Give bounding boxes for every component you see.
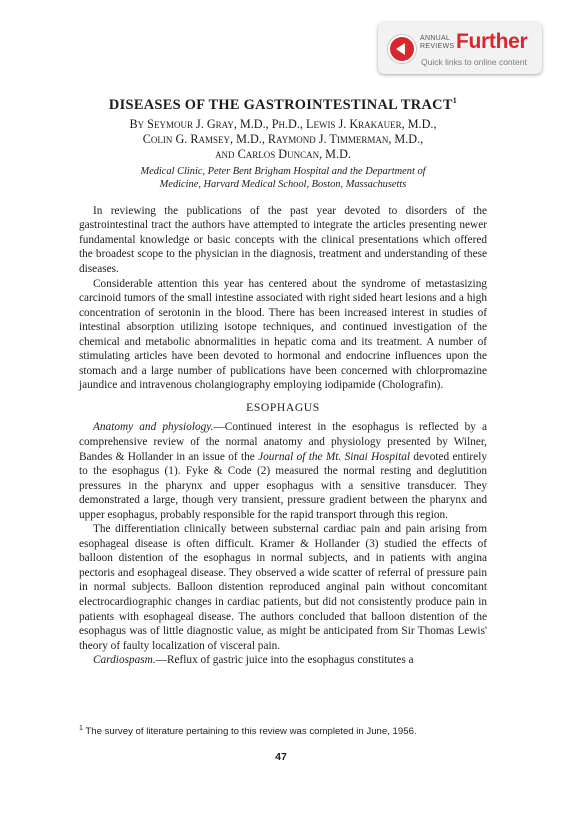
- badge-annual-text: ANNUAL: [420, 35, 451, 42]
- paragraph-text: —Continued interest in the esophagus is reflected by a comprehensive review of the normal anatomy and physiology presented by Wilner, Bandes & Hollander in an issue of the: [79, 421, 487, 463]
- footnote-mark: 1: [79, 725, 83, 732]
- paragraph-text: The differentiation clinically between substernal cardiac pain and pain arising from esophageal disease is often difficult. Kramer & Hollander (3) studied the effects of balloon distention of the esophagus in normal subjects, and in patients with angina pectoris and esophageal disease. They observed a wide scatter of referral of pressure pain in normal subjects. Balloon distention reproduced anginal pain without concomitant electrocardiographic changes in cardiac patients, but did not consistently produce pain in patients with esophageal disease. The authors concluded that balloon distention of the esophagus was of little diagnostic value, as might be anticipated from Sir Thomas Lewis' theory of faulty localization of visceral pain.: [79, 523, 487, 652]
- runin-heading-anatomy: Anatomy and physiology.: [93, 421, 214, 434]
- affiliation-line-2: Medicine, Harvard Medical School, Boston, Massachusetts: [159, 178, 407, 190]
- badge-further-text: Further: [456, 30, 528, 53]
- runin-heading-cardiospasm: Cardiospasm.: [93, 654, 156, 667]
- title-text: DISEASES OF THE GASTROINTESTINAL TRACT: [108, 96, 453, 113]
- footnote-text: The survey of literature pertaining to this review was completed in June, 1956.: [85, 726, 417, 738]
- annual-reviews-further-badge[interactable]: [378, 22, 542, 74]
- paragraph-text: —Reflux of gastric juice into the esophagus constitutes a: [155, 654, 414, 667]
- arrow-left-icon: [388, 35, 416, 63]
- title-footnote-mark: 1: [452, 96, 458, 105]
- authors-line-3: and Carlos Duncan, M.D.: [215, 146, 351, 161]
- badge-reviews-text: REVIEWS: [420, 43, 455, 50]
- footnote: [79, 725, 499, 737]
- annual-reviews-logo-text: [420, 35, 454, 51]
- esophagus-paragraph-2: [79, 522, 487, 653]
- journal-title: Journal of the Mt. Sinai Hospital: [258, 450, 411, 463]
- badge-subtitle: Quick links to online content: [421, 57, 527, 67]
- article-page: [79, 92, 487, 668]
- section-heading-esophagus: ESOPHAGUS: [246, 400, 320, 414]
- author-list: [79, 117, 487, 162]
- intro-paragraph-2: Considerable attention this year has centered about the syndrome of metastasizing carcinoid tumors of the small intestine associated with right sided heart lesions and a high concentration of serotonin in the blood. There has been increased interest in studies of intestinal absorption utilizing isotope techniques, and continued investigation of the chemical and metabolic abnormalities in hepatic coma and its treatment. A number of stimulating articles have been devoted to hormonal and endocrine influences upon the stomach and a large number of publications have been concerned with chlorpromazine jaundice and intravenous cholangiography employing iodipamide (Cholografin).: [79, 277, 487, 392]
- esophagus-paragraph-1: [79, 420, 487, 522]
- affiliation-line-1: Medical Clinic, Peter Bent Brigham Hospital and the Department of: [140, 165, 426, 177]
- affiliation: [79, 165, 487, 191]
- esophagus-paragraph-3: [79, 653, 487, 668]
- paragraph-text: devoted entirely to the esophagus (1). Fyke & Code (2) measured the normal resting and deglutition pressures in the pharynx and upper esophagus with a sensitive transducer. They demonstrated a large, though very transient, pressure gradient between the pharynx and upper esophagus, probably responsible for the rapid transport through this region.: [79, 450, 487, 521]
- page-number: 47: [275, 751, 287, 763]
- authors-line-1: By Seymour J. Gray, M.D., Ph.D., Lewis J. Krakauer, M.D.,: [129, 116, 437, 131]
- article-title: [79, 92, 487, 114]
- article-body: [79, 204, 487, 668]
- authors-line-2: Colin G. Ramsey, M.D., Raymond J. Timmerman, M.D.,: [142, 131, 424, 146]
- intro-paragraph-1: In reviewing the publications of the past year devoted to disorders of the gastrointestinal tract the authors have attempted to integrate the articles presenting newer fundamental knowledge or basic concepts with the clinical presentations which offered the broadest scope to the physician in the diagnosis, treatment and understanding of these diseases.: [79, 204, 487, 275]
